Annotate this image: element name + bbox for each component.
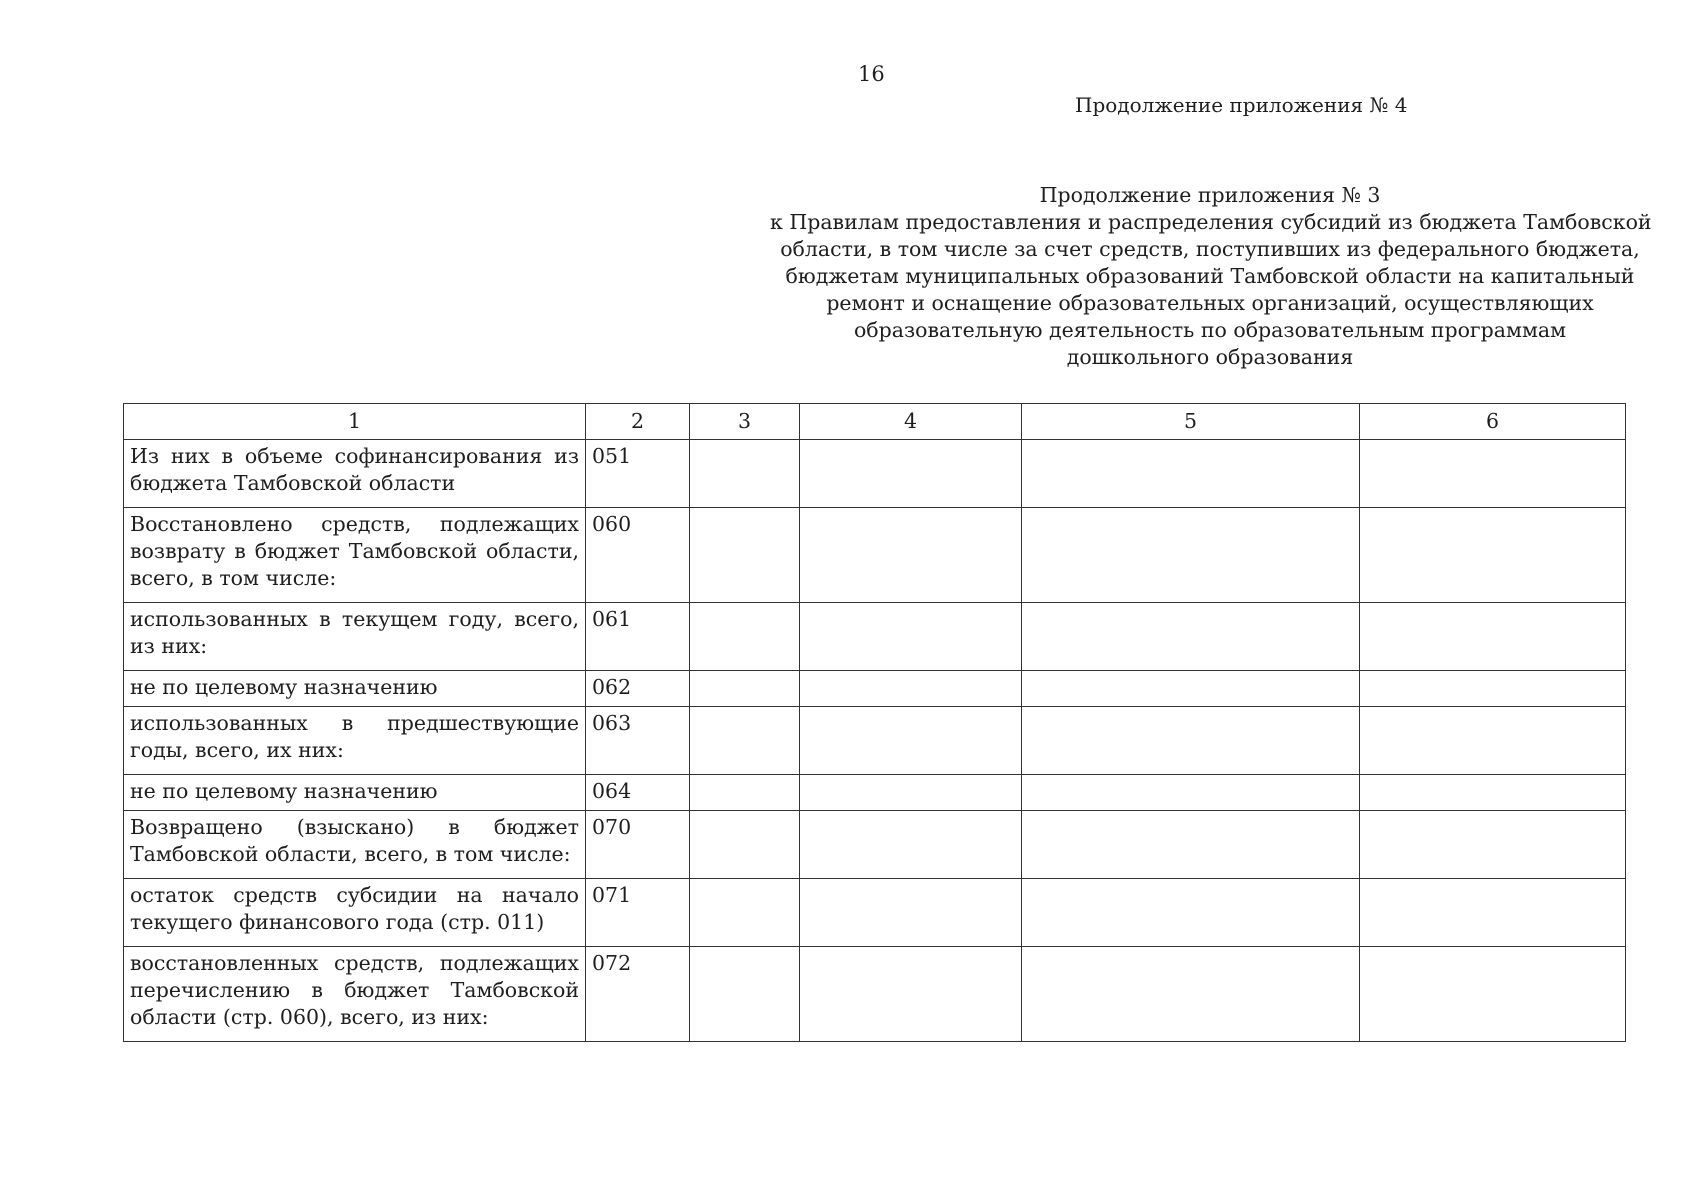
appendix-header-line: дошкольного образования <box>1066 345 1354 369</box>
empty-cell <box>800 879 1022 947</box>
appendix-header-line: образовательную деятельность по образовательным программам <box>853 318 1567 342</box>
empty-cell <box>800 775 1022 811</box>
appendix-header-line: области, в том числе за счет средств, поступивших из федерального бюджета, <box>780 237 1640 261</box>
report-table <box>123 403 1626 1042</box>
row-description: Восстановлено средств, подлежащих возврату в бюджет Тамбовской области, всего, в том числе: <box>124 508 586 603</box>
empty-cell <box>690 671 800 707</box>
empty-cell <box>690 775 800 811</box>
empty-cell <box>690 440 800 508</box>
empty-cell <box>1360 947 1626 1042</box>
empty-cell <box>1360 603 1626 671</box>
table-row <box>124 440 1626 508</box>
empty-cell <box>1022 947 1360 1042</box>
appendix-header-line: ремонт и оснащение образовательных организаций, осуществляющих <box>826 291 1594 315</box>
empty-cell <box>1360 707 1626 775</box>
row-code: 064 <box>586 775 690 811</box>
table-row <box>124 879 1626 947</box>
row-code: 060 <box>586 508 690 603</box>
appendix-header-line: к Правилам предоставления и распределения субсидий из бюджета Тамбовской <box>770 210 1652 234</box>
row-description: использованных в текущем году, всего, из них: <box>124 603 586 671</box>
row-code: 072 <box>586 947 690 1042</box>
table-row <box>124 671 1626 707</box>
page-number: 16 <box>858 62 885 86</box>
empty-cell <box>1022 707 1360 775</box>
empty-cell <box>1022 603 1360 671</box>
table-row <box>124 508 1626 603</box>
column-header: 2 <box>586 404 690 440</box>
row-code: 070 <box>586 811 690 879</box>
empty-cell <box>800 707 1022 775</box>
empty-cell <box>1360 811 1626 879</box>
column-header: 5 <box>1022 404 1360 440</box>
column-header: 4 <box>800 404 1022 440</box>
empty-cell <box>1360 879 1626 947</box>
row-description: использованных в предшествующие годы, всего, их них: <box>124 707 586 775</box>
empty-cell <box>1022 508 1360 603</box>
empty-cell <box>800 947 1022 1042</box>
empty-cell <box>800 603 1022 671</box>
empty-cell <box>1022 811 1360 879</box>
row-description: остаток средств субсидии на начало текущего финансового года (стр. 011) <box>124 879 586 947</box>
table-header-row <box>124 404 1626 440</box>
column-header: 3 <box>690 404 800 440</box>
row-code: 062 <box>586 671 690 707</box>
column-header: 1 <box>124 404 586 440</box>
table-row <box>124 603 1626 671</box>
empty-cell <box>1022 440 1360 508</box>
empty-cell <box>1022 775 1360 811</box>
row-code: 061 <box>586 603 690 671</box>
table-row <box>124 947 1626 1042</box>
appendix-title: Продолжение приложения № 3 <box>1039 183 1381 207</box>
empty-cell <box>690 947 800 1042</box>
row-description: Из них в объеме софинансирования из бюджета Тамбовской области <box>124 440 586 508</box>
empty-cell <box>800 811 1022 879</box>
row-description: не по целевому назначению <box>124 671 586 707</box>
table-row <box>124 775 1626 811</box>
table-row <box>124 707 1626 775</box>
row-description: восстановленных средств, подлежащих перечислению в бюджет Тамбовской области (стр. 060), всего, из них: <box>124 947 586 1042</box>
row-code: 071 <box>586 879 690 947</box>
empty-cell <box>1360 775 1626 811</box>
appendix-header-line: бюджетам муниципальных образований Тамбовской области на капитальный <box>785 264 1635 288</box>
table-row <box>124 811 1626 879</box>
empty-cell <box>1022 879 1360 947</box>
row-description: не по целевому назначению <box>124 775 586 811</box>
empty-cell <box>800 440 1022 508</box>
column-header: 6 <box>1360 404 1626 440</box>
row-description: Возвращено (взыскано) в бюджет Тамбовской области, всего, в том числе: <box>124 811 586 879</box>
empty-cell <box>800 508 1022 603</box>
empty-cell <box>690 508 800 603</box>
empty-cell <box>690 811 800 879</box>
appendix-header <box>770 182 1650 371</box>
empty-cell <box>690 879 800 947</box>
empty-cell <box>800 671 1022 707</box>
empty-cell <box>690 707 800 775</box>
row-code: 051 <box>586 440 690 508</box>
empty-cell <box>690 603 800 671</box>
empty-cell <box>1360 440 1626 508</box>
continuation-appendix-4: Продолжение приложения № 4 <box>1075 93 1408 117</box>
empty-cell <box>1360 671 1626 707</box>
empty-cell <box>1022 671 1360 707</box>
row-code: 063 <box>586 707 690 775</box>
empty-cell <box>1360 508 1626 603</box>
